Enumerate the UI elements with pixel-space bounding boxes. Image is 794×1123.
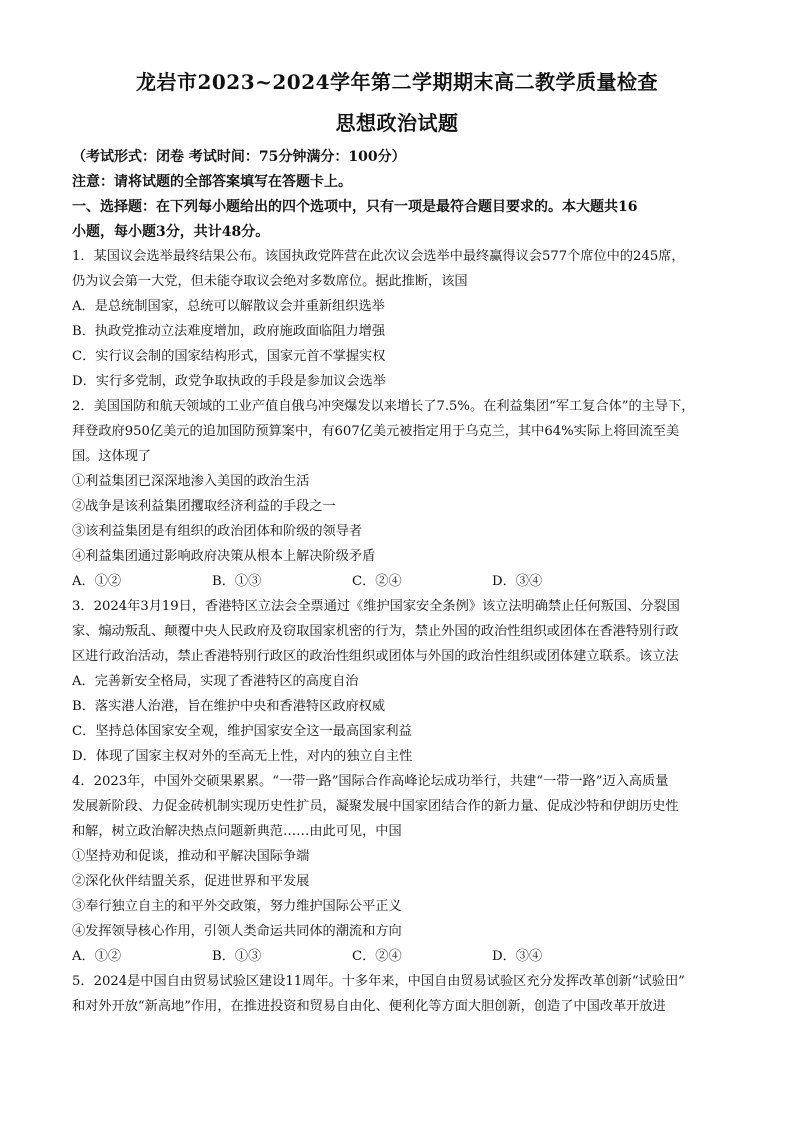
q2-stem: 国。这体现了 xyxy=(72,449,152,464)
notice: 注意：请将试题的全部答案填写在答题卡上。 xyxy=(72,174,352,190)
q4-choice-c: C．②④ xyxy=(352,949,402,964)
q2-stem: 拜登政府950亿美元的追加国防预算案中，有607亿美元被指定用于乌克兰，其中64%实际上将回流至美 xyxy=(72,424,680,439)
q4-choice-a: A．①② xyxy=(72,949,122,964)
q1-stem: 仍为议会第一大党，但未能夺取议会绝对多数席位。据此推断，该国 xyxy=(72,274,468,289)
q1-option-b: B．执政党推动立法难度增加，政府施政面临阻力增强 xyxy=(72,324,386,339)
q4-item-1: ①坚持劝和促谈，推动和平解决国际争端 xyxy=(72,849,310,864)
q3-option-c: C．坚持总体国家安全观，维护国家安全这一最高国家利益 xyxy=(72,724,412,739)
q2-stem: 2．美国国防和航天领域的工业产值自俄乌冲突爆发以来增长了7.5%。在利益集团“军工复合体”的主导下， xyxy=(72,399,695,414)
q4-item-2: ②深化伙伴结盟关系，促进世界和平发展 xyxy=(72,874,310,889)
q3-option-b: B．落实港人治港，旨在维护中央和香港特区政府权威 xyxy=(72,699,386,714)
q4-stem: 4．2023年，中国外交硕果累累。“一带一路”国际合作高峰论坛成功举行，共建“一带一路”迈入高质量 xyxy=(72,774,669,789)
q1-option-a: A．是总统制国家，总统可以解散议会并重新组织选举 xyxy=(72,299,385,314)
q4-choice-b: B．①③ xyxy=(212,949,262,964)
q3-option-d: D．体现了国家主权对外的至高无上性，对内的独立自主性 xyxy=(72,749,413,764)
q2-choice-d: D．③④ xyxy=(492,574,543,589)
section-heading-cont: 小题，每小题3分，共计48分。 xyxy=(72,224,270,240)
q1-option-c: C．实行议会制的国家结构形式，国家元首不掌握实权 xyxy=(72,349,386,364)
exam-info: （考试形式：闭卷 考试时间：75分钟满分：100分） xyxy=(72,149,406,165)
q3-stem: 区进行政治活动，禁止香港特别行政区的政治性组织或团体与外国的政治性组织或团体建立联系。该立法 xyxy=(72,649,679,664)
q5-stem: 5．2024是中国自由贸易试验区建设11周年。十多年来，中国自由贸易试验区充分发挥改革创新“试验田” xyxy=(72,974,685,989)
q3-option-a: A．完善新安全格局，实现了香港特区的高度自治 xyxy=(72,674,359,689)
q5-stem: 和对外开放“新高地”作用，在推进投资和贸易自由化、便利化等方面大胆创新，创造了中国改革开放进 xyxy=(72,999,666,1014)
q4-item-4: ④发挥领导核心作用，引领人类命运共同体的潮流和方向 xyxy=(72,924,402,939)
q2-choice-c: C．②④ xyxy=(352,574,402,589)
q2-choice-b: B．①③ xyxy=(212,574,262,589)
q2-item-1: ①利益集团已深深地渗入美国的政治生活 xyxy=(72,474,310,489)
q4-choices xyxy=(72,948,732,966)
q4-stem: 和解，树立政治解决热点问题新典范……由此可见，中国 xyxy=(72,824,402,839)
q3-stem: 3．2024年3月19日，香港特区立法会全票通过《维护国家安全条例》该立法明确禁止任何叛国、分裂国 xyxy=(72,599,680,614)
section-heading: 一、选择题：在下列每小题给出的四个选项中，只有一项是最符合题目要求的。本大题共16 xyxy=(72,199,638,215)
q2-choices xyxy=(72,573,732,591)
q2-item-4: ④利益集团通过影响政府决策从根本上解决阶级矛盾 xyxy=(72,549,376,564)
q3-stem: 家、煽动叛乱、颠覆中央人民政府及窃取国家机密的行为，禁止外国的政治性组织或团体在香港特别行政 xyxy=(72,624,679,639)
q4-item-3: ③奉行独立自主的和平外交政策，努力维护国际公平正义 xyxy=(72,899,402,914)
q2-item-2: ②战争是该利益集团攫取经济利益的手段之一 xyxy=(72,499,336,514)
q1-stem: 1．某国议会选举最终结果公布。该国执政党阵营在此次议会选举中最终赢得议会577个席位中的245席， xyxy=(72,249,685,264)
q4-stem: 发展新阶段、力促金砖机制实现历史性扩员，凝聚发展中国家团结合作的新力量、促成沙特和伊朗历史性 xyxy=(72,799,679,814)
page-subtitle: 思想政治试题 xyxy=(335,111,459,135)
q2-choice-a: A．①② xyxy=(72,574,122,589)
q4-choice-d: D．③④ xyxy=(492,949,543,964)
q2-item-3: ③该利益集团是有组织的政治团体和阶级的领导者 xyxy=(72,524,363,539)
page-title: 龙岩市2023~2024学年第二学期期末高二教学质量检查 xyxy=(135,70,659,94)
q1-option-d: D．实行多党制，政党争取执政的手段是参加议会选举 xyxy=(72,374,386,389)
